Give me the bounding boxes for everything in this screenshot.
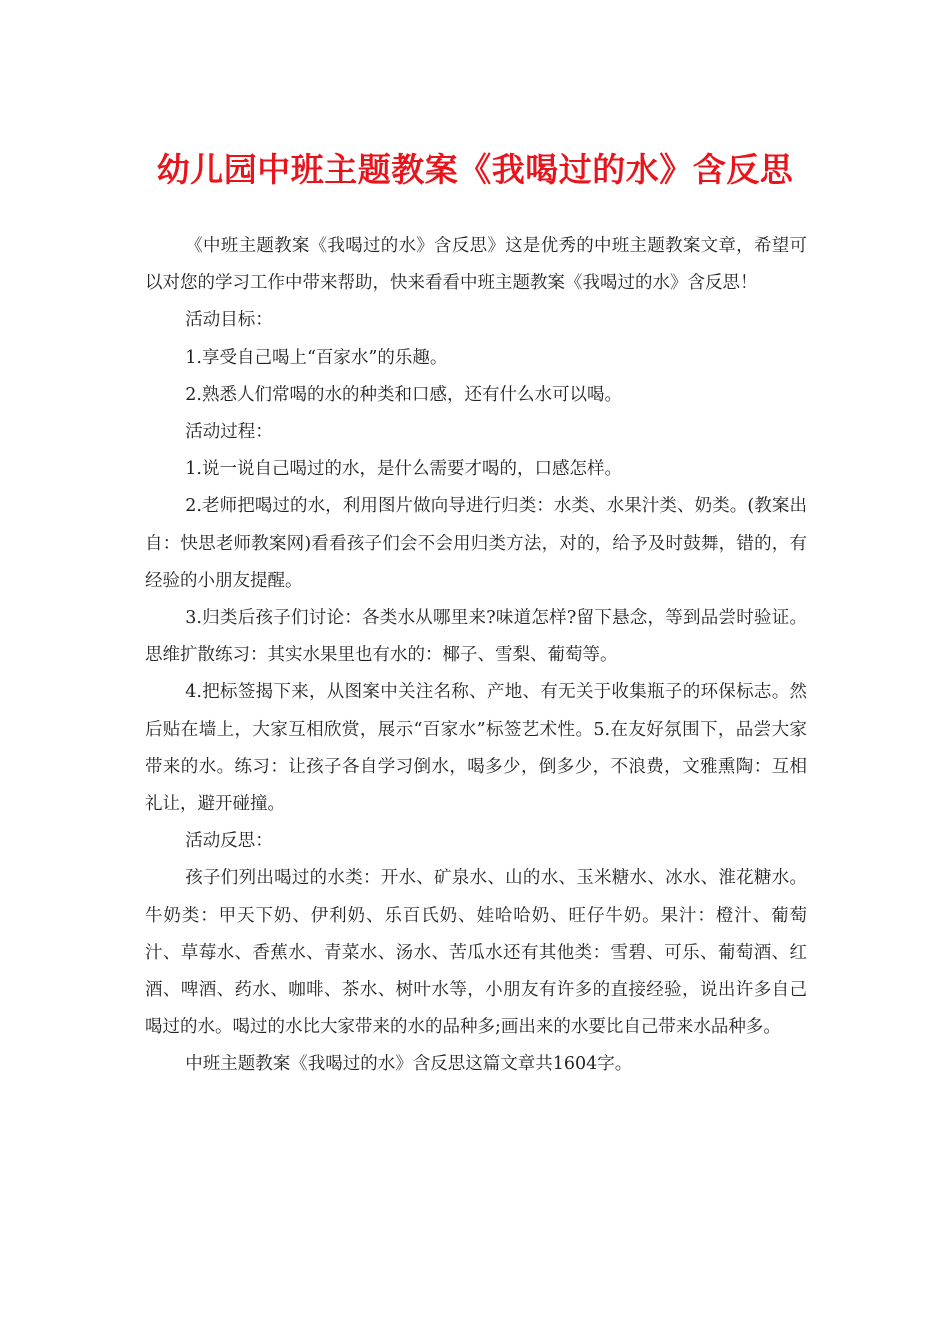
process-item-1: 1.说一说自己喝过的水，是什么需要才喝的，口感怎样。 (185, 459, 622, 480)
intro-paragraph: 《中班主题教案《我喝过的水》含反思》这是优秀的中班主题教案文章，希望可以对您的学习工作中带来帮助，快来看看中班主题教案《我喝过的水》含反思！ (145, 236, 807, 294)
section-heading-reflection: 活动反思： (185, 831, 273, 852)
section-heading-process: 活动过程： (185, 422, 273, 443)
reflection-paragraph: 孩子们列出喝过的水类：开水、矿泉水、山的水、玉米糖水、冰水、淮花糖水。牛奶类：甲天下奶、伊利奶、乐百氏奶、娃哈哈奶、旺仔牛奶。果汁：橙汁、葡萄汁、草莓水、香蕉水、青菜水、汤水、苦瓜水还有其他类：雪碧、可乐、葡萄酒、红酒、啤酒、药水、咖啡、茶水、树叶水等，小朋友有许多的直接经验，说出许多自己喝过的水。喝过的水比大家带来的水的品种多;画出来的水要比自己带来水品种多。 (145, 868, 807, 1038)
process-item-3: 3.归类后孩子们讨论：各类水从哪里来?味道怎样?留下悬念，等到品尝时验证。思维扩散练习：其实水果里也有水的：椰子、雪梨、葡萄等。 (145, 608, 807, 666)
process-item-2: 2.老师把喝过的水，利用图片做向导进行归类：水类、水果汁类、奶类。(教案出自：快思老师教案网)看看孩子们会不会用归类方法，对的，给予及时鼓舞，错的，有经验的小朋友提醒。 (145, 496, 807, 591)
page-title: 幼儿园中班主题教案《我喝过的水》含反思 (156, 150, 794, 189)
article-body (145, 228, 807, 1084)
goal-item-1: 1.享受自己喝上“百家水”的乐趣。 (185, 347, 448, 368)
section-heading-goals: 活动目标： (185, 310, 273, 331)
goal-item-2: 2.熟悉人们常喝的水的种类和口感，还有什么水可以喝。 (185, 384, 622, 405)
word-count-note: 中班主题教案《我喝过的水》含反思这篇文章共1604字。 (185, 1054, 633, 1075)
process-item-4: 4.把标签揭下来，从图案中关注名称、产地、有无关于收集瓶子的环保标志。然后贴在墙上，大家互相欣赏，展示“百家水”标签艺术性。5.在友好氛围下，品尝大家带来的水。练习：让孩子各自学习倒水，喝多少，倒多少，不浪费，文雅熏陶：互相礼让，避开碰撞。 (145, 682, 807, 815)
